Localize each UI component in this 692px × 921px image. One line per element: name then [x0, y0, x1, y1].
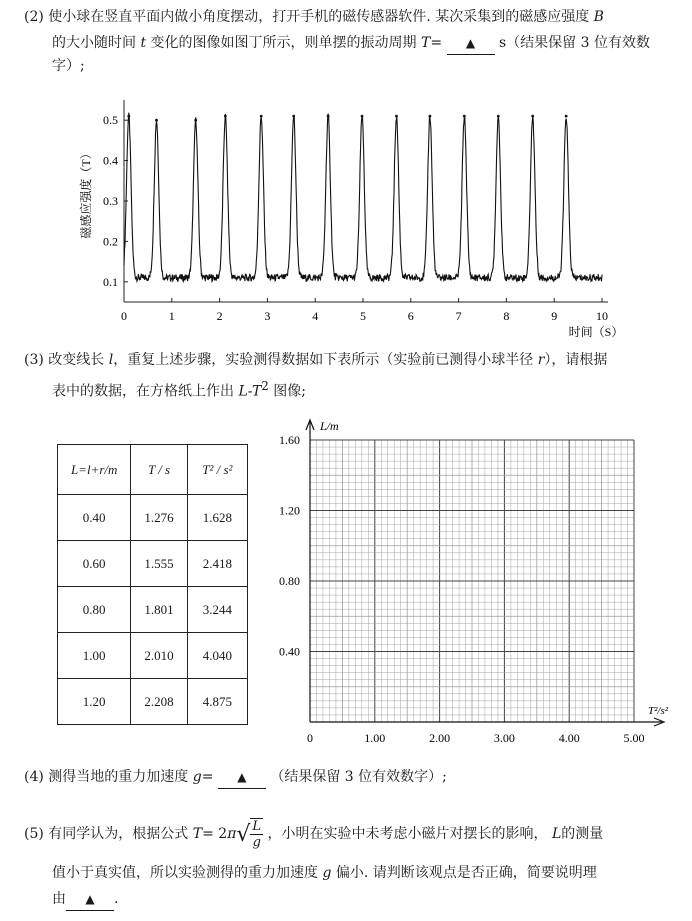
q3-number: (3) — [24, 352, 44, 368]
x-tick-label: 4 — [312, 309, 319, 323]
q3-paragraph-line2 — [52, 375, 682, 403]
q5-text-a: 有同学认为，根据公式 — [48, 826, 189, 842]
x-tick-label: 8 — [503, 309, 510, 323]
table-row — [58, 541, 248, 587]
peak-point — [127, 115, 130, 118]
peak-point — [497, 115, 500, 118]
peak-point — [565, 115, 568, 118]
q5-text-e: 偏小. 请判断该观点是否正确，简要说明理 — [335, 865, 597, 881]
q4-answer-blank[interactable] — [218, 766, 266, 789]
q5-text-d: 值小于真实值，所以实验测得的重力加速度 — [52, 865, 318, 881]
formula-numerator: L — [252, 819, 262, 834]
y-axis-label: L/m — [320, 419, 339, 433]
formula-T: T — [192, 826, 203, 842]
q2-text: 使小球在竖直平面内做小角度摆动，打开手机的磁传感器软件. 某次采集到的磁感应强度 — [48, 9, 590, 25]
q3-var-l: l — [108, 352, 114, 368]
q5-var-g: g — [322, 865, 332, 881]
y-tick-label: 0.1 — [103, 274, 118, 289]
q4-answer-marker: ▲ — [237, 770, 247, 784]
y-tick-label: 0.5 — [103, 113, 118, 128]
table-cell: 0.60 — [58, 541, 131, 587]
q3-text-e: 图像; — [273, 383, 306, 400]
y-tick-label: 0.40 — [279, 644, 300, 659]
peak-point — [155, 119, 158, 122]
table-cell: 1.555 — [131, 541, 187, 587]
table-cell: 1.276 — [131, 495, 187, 541]
x-axis-label: 时间（S） — [568, 325, 624, 339]
table-cell: 0.80 — [58, 587, 131, 633]
q5-answer-blank[interactable] — [66, 888, 114, 911]
table-header-row — [58, 445, 248, 495]
q4-text-a: 测得当地的重力加速度 — [48, 769, 189, 785]
y-tick-label: 0.3 — [103, 194, 118, 208]
x-tick-label: 1 — [168, 309, 175, 323]
x-tick-label: 4.00 — [558, 731, 580, 745]
table-cell: 4.875 — [187, 679, 247, 725]
x-tick-label: 9 — [551, 309, 558, 323]
q5-text-b: ，小明在实验中未考虑小磁片对摆长的影响， — [267, 826, 548, 842]
x-tick-label: 1.00 — [364, 731, 386, 745]
q2-answer-marker: ▲ — [465, 36, 476, 50]
x-tick-label: 6 — [407, 309, 414, 323]
q3-text-c: ），请根据 — [544, 352, 608, 368]
table-cell: 1.801 — [131, 587, 187, 633]
formula-fraction — [250, 818, 263, 850]
q5-paragraph-line3 — [52, 888, 682, 911]
peak-point — [194, 119, 197, 122]
y-tick-label: 0.80 — [279, 574, 300, 588]
y-axis-label: 磁感应强度（T） — [79, 147, 93, 239]
q5-formula — [193, 818, 263, 850]
x-tick-label: 10 — [596, 309, 608, 323]
q3-paragraph — [24, 349, 674, 371]
peak-point — [429, 115, 432, 118]
table-header-cell: L=l+r/m — [58, 445, 131, 495]
x-tick-label: 2 — [216, 309, 223, 323]
table-row — [58, 679, 248, 725]
graph-paper-layer — [279, 419, 669, 745]
table-cell: 2.418 — [187, 541, 247, 587]
table-row — [58, 587, 248, 633]
q3-text-d: 表中的数据，在方格纸上作出 — [52, 383, 234, 400]
peak-point — [463, 115, 466, 118]
magnetic-field-chart — [76, 92, 636, 342]
x-tick-label: 0 — [307, 731, 313, 745]
q3-text-a: 改变线长 — [48, 352, 105, 368]
table-header-cell: T / s — [131, 445, 187, 495]
q2-paragraph-line2 — [52, 32, 682, 77]
q5-number: (5) — [24, 826, 44, 842]
table-cell: 4.040 — [187, 633, 247, 679]
formula-eq: = 2 — [202, 826, 228, 842]
sqrt-icon: √ — [236, 822, 251, 847]
y-tick-label: 0.2 — [103, 234, 118, 249]
x-tick-label: 2.00 — [429, 731, 451, 745]
peak-point — [327, 115, 330, 118]
magnetic-chart-layer — [78, 100, 623, 339]
graph-paper[interactable] — [262, 412, 682, 752]
peak-point — [292, 115, 295, 118]
q5-text-f: 由 — [52, 891, 66, 907]
q5-text-c: 的测量 — [561, 826, 604, 842]
q2-answer-blank[interactable] — [447, 32, 495, 55]
q2-text-d: s（结果保留 3 位有效数字）; — [52, 35, 650, 74]
q2-text-b: 的大小随时间 — [52, 35, 136, 51]
q3-var-r: r — [537, 352, 545, 368]
x-tick-label: 5.00 — [623, 731, 645, 745]
q2-var-t: t — [140, 35, 147, 51]
q5-paragraph — [24, 818, 684, 850]
q3-text-b: ，重复上述步骤，实验测得数据如下表所示（实验前已测得小球半径 — [113, 352, 534, 368]
x-tick-label: 5 — [360, 309, 366, 323]
peak-point — [224, 115, 227, 118]
q3-sup: 2 — [261, 379, 269, 393]
table-row — [58, 633, 248, 679]
q2-number: (2) — [24, 9, 44, 25]
table-header-cell: T² / s² — [187, 445, 247, 495]
signal-line — [124, 113, 602, 282]
q5-var-L: L — [551, 826, 562, 842]
table-cell: 1.20 — [58, 679, 131, 725]
q4-eq: = — [201, 769, 214, 785]
formula-pi: π — [227, 826, 237, 842]
q5-text-g: . — [114, 891, 119, 907]
peak-point — [531, 115, 534, 118]
table-cell: 1.00 — [58, 633, 131, 679]
q4-text-b: （结果保留 3 位有效数字）; — [270, 769, 447, 785]
table-cell: 3.244 — [187, 587, 247, 633]
peak-point — [395, 115, 398, 118]
peak-point — [260, 115, 263, 118]
q2-var-T: T= — [421, 35, 443, 51]
x-tick-label: 0 — [121, 309, 127, 323]
x-tick-label: 7 — [455, 309, 462, 323]
table-cell: 2.010 — [131, 633, 187, 679]
q3-var-lt: L-T — [238, 383, 262, 400]
peak-point — [361, 115, 364, 118]
q2-text-c: 变化的图像如图丁所示，则单摆的振动周期 — [150, 35, 417, 51]
formula-denominator: g — [252, 835, 261, 850]
y-tick-label: 1.60 — [279, 433, 300, 447]
y-tick-label: 0.4 — [103, 153, 118, 168]
q4-var-g: g — [192, 769, 202, 785]
q5-paragraph-line2 — [52, 862, 682, 884]
x-axis-label: T²/s² — [648, 705, 669, 717]
x-tick-label: 3.00 — [493, 731, 515, 745]
y-tick-label: 1.20 — [279, 503, 300, 518]
q4-number: (4) — [24, 769, 44, 785]
table-cell: 0.40 — [58, 495, 131, 541]
q2-var-b: B — [593, 9, 604, 25]
table-cell: 1.628 — [187, 495, 247, 541]
data-table — [57, 444, 248, 725]
q2-paragraph — [24, 6, 674, 28]
table-row — [58, 495, 248, 541]
q5-answer-marker: ▲ — [85, 892, 95, 906]
table-cell: 2.208 — [131, 679, 187, 725]
q4-paragraph — [24, 766, 674, 789]
x-tick-label: 3 — [264, 309, 271, 323]
